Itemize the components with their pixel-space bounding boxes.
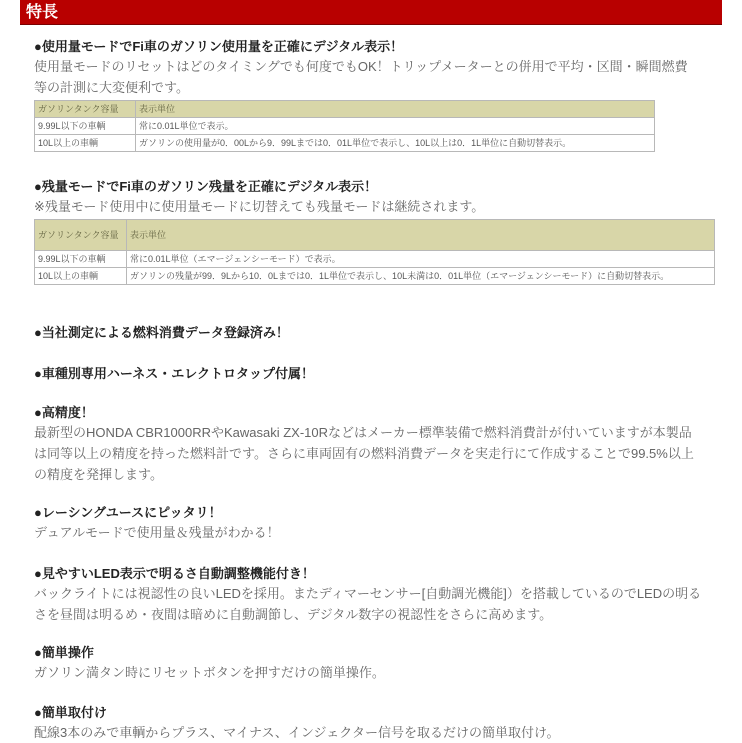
usage-unit-table (34, 100, 655, 152)
section-header: 特長 (20, 0, 722, 25)
table-cell: 10L以上の車輌 (35, 268, 127, 285)
feature-text (34, 196, 724, 217)
table-cell: ガソリンの残量が99．9Lから10．0Lまでは0．1L単位で表示し、10L未満は0．01L単位（エマージェンシーモード）に自動切替表示。 (127, 268, 715, 285)
text-line: は同等以上の精度を持った燃料計です。さらに車両固有の燃料消費データを実走行にて作成することで99.5%以上 (34, 446, 694, 461)
table-cell: ガソリンの使用量が0．00Lから9．99Lまでは0．01L単位で表示し、10L以上は0．1L単位に自動切替表示。 (136, 135, 655, 152)
feature-high-precision (34, 404, 724, 485)
feature-heading: ●レーシングユースにピッタリ！ (34, 505, 222, 520)
table-header-cell: ガソリンタンク容量 (35, 101, 136, 118)
table-header-cell: 表示単位 (136, 101, 655, 118)
text-line: 最新型のHONDA CBR1000RRやKawasaki ZX-10Rなどはメーカー標準装備で燃料消費計が付いていますが本製品 (34, 425, 692, 440)
feature-usage-mode (34, 38, 724, 152)
table-cell: 常に0.01L単位（エマージェンシーモード）で表示。 (127, 251, 715, 268)
text-line: デュアルモードで使用量＆残量がわかる！ (34, 525, 280, 540)
feature-heading: ●残量モードでFi車のガソリン残量を正確にデジタル表示！ (34, 179, 378, 194)
feature-heading: ●車種別専用ハーネス・エレクトロタップ付属！ (34, 366, 314, 381)
text-line: ガソリン満タン時にリセットボタンを押すだけの簡単操作。 (34, 665, 385, 680)
table-row (35, 268, 715, 285)
feature-heading: ●簡単操作 (34, 645, 94, 660)
feature-remaining-mode (34, 178, 724, 285)
table-row (35, 251, 715, 268)
feature-heading: ●簡単取付け (34, 705, 107, 720)
feature-text (34, 422, 724, 485)
table-header-cell: ガソリンタンク容量 (35, 220, 127, 251)
feature-led-display (34, 565, 724, 625)
text-line: ※残量モード使用中に使用量モードに切替えても残量モードは継続されます。 (34, 199, 485, 214)
table-header-row (35, 220, 715, 251)
table-row (35, 135, 655, 152)
table-cell: 9.99L以下の車輌 (35, 251, 127, 268)
text-line: 等の計測に大変便利です。 (34, 80, 189, 95)
feature-text (34, 662, 724, 683)
feature-heading: ●使用量モードでFi車のガソリン使用量を正確にデジタル表示！ (34, 39, 404, 54)
table-header-cell: 表示単位 (127, 220, 715, 251)
feature-heading: ●当社測定による燃料消費データ登録済み！ (34, 325, 289, 340)
feature-harness (34, 365, 724, 383)
feature-racing-use (34, 504, 724, 543)
feature-easy-install (34, 704, 724, 743)
feature-text (34, 722, 724, 743)
remaining-unit-table (34, 219, 715, 285)
feature-text (34, 583, 724, 625)
table-row (35, 118, 655, 135)
table-cell: 10L以上の車輌 (35, 135, 136, 152)
feature-easy-operation (34, 644, 724, 683)
table-cell: 9.99L以下の車輌 (35, 118, 136, 135)
feature-text (34, 522, 724, 543)
feature-heading: ●見やすいLED表示で明るさ自動調整機能付き！ (34, 566, 315, 581)
feature-fuel-data (34, 324, 724, 342)
text-line: 配線3本のみで車輌からプラス、マイナス、インジェクター信号を取るだけの簡単取付け。 (34, 725, 560, 740)
text-line: さを昼間は明るめ・夜間は暗めに自動調節し、デジタル数字の視認性をさらに高めます。 (34, 607, 553, 622)
feature-text (34, 56, 724, 98)
text-line: の精度を発揮します。 (34, 467, 163, 482)
text-line: 使用量モードのリセットはどのタイミングでも何度でもOK！トリップメーターとの併用で平均・区間・瞬間燃費 (34, 59, 688, 74)
text-line: バックライトには視認性の良いLEDを採用。またディマーセンサー[自動調光機能]）を搭載しているのでLEDの明る (34, 586, 702, 601)
feature-heading: ●高精度！ (34, 405, 94, 420)
table-header-row (35, 101, 655, 118)
table-cell: 常に0.01L単位で表示。 (136, 118, 655, 135)
